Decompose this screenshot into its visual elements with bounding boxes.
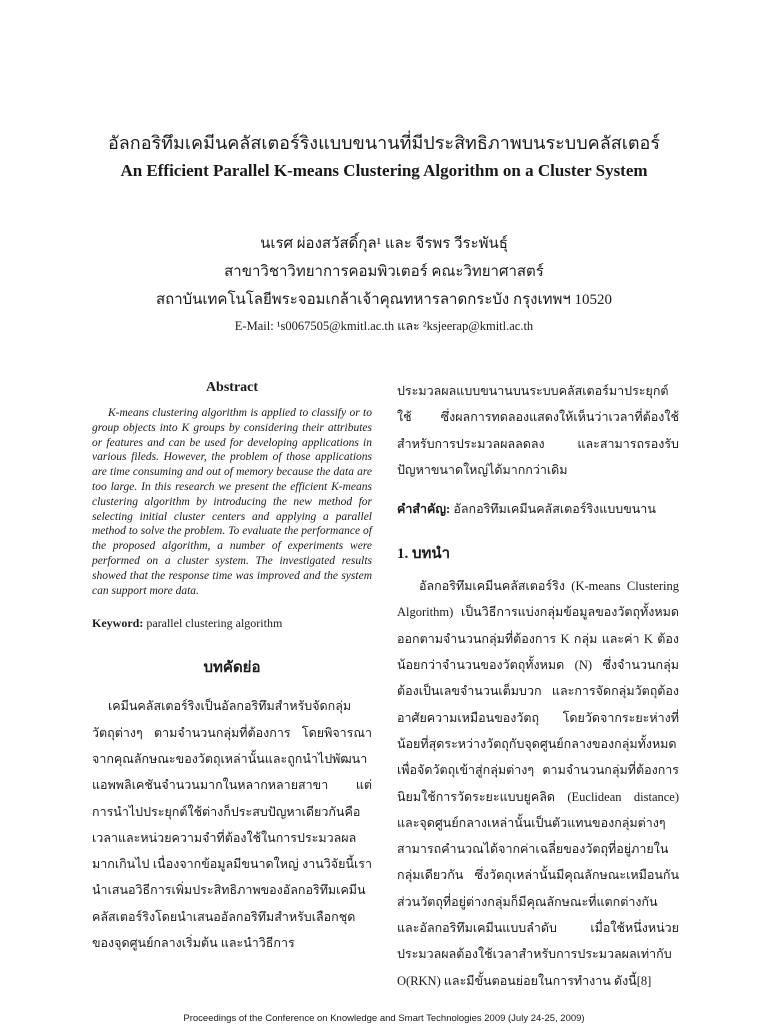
thai-abstract-heading: บทคัดย่อ [203,660,261,677]
author-email: E-Mail: ¹s0067505@kmitl.ac.th และ ²ksjeerap@kmitl.ac.th [234,319,534,333]
author-department: สาขาวิชาวิทยาการคอมพิวเตอร์ คณะวิทยาศาสตร์ [224,264,544,280]
section-1-heading: 1. บทนำ [397,546,451,563]
thai-keyword-line [397,499,679,519]
proceedings-footer: Proceedings of the Conference on Knowledge and Smart Technologies 2009 (July 24-25, 2009) [183,1013,585,1024]
author-names: นเรศ ผ่องสวัสดิ์กุล¹ และ จีรพร วีระพันธุ์ [260,236,508,252]
thai-keyword-value: อัลกอริทึมเคมีนคลัสเตอร์ริงแบบขนาน [450,502,656,517]
right-column [397,378,679,994]
left-column [92,380,372,956]
thai-abstract-body: เคมีนคลัสเตอร์ริงเป็นอัลกอริทึมสำหรับจัดกลุ่มวัตถุต่างๆ ตามจำนวนกลุ่มที่ต้องการ โดยพิจารณาจากคุณลักษณะของวัตถุเหล่านั้นและถูกนำไปพัฒนาแอพพลิเคชันจำนวนมากในหลากหลายสาขา แต่การนำไปประยุกต์ใช้ต่างก็ประสบปัญหาเดียวกันคือ เวลาและหน่วยความจำที่ต้องใช้ในการประมวลผลมากเกินไป เนื่องจากข้อมูลมีขนาดใหญ่ งานวิจัยนี้เรานำเสนอวิธีการเพิ่มประสิทธิภาพของอัลกอริทึมเคมีนคลัสเตอร์ริงโดยนำเสนออัลกอริทึมสำหรับเลือกชุดของจุดศูนย์กลางเริ่มต้น และนำวิธีการ [92,699,372,951]
paper-title-thai: อัลกอริทึมเคมีนคลัสเตอร์ริงแบบขนานที่มีประสิทธิภาพบนระบบคลัสเตอร์ [107,133,661,153]
paper-title-english: An Efficient Parallel K-means Clustering Algorithm on a Cluster System [120,161,648,180]
thai-abstract-continuation: ประมวลผลแบบขนานบนระบบคลัสเตอร์มาประยุกต์ใช้ ซึ่งผลการทดลองแสดงให้เห็นว่าเวลาที่ต้องใช้สำหรับการประมวลผลลดลง และสามารถรองรับปัญหาขนาดใหญ่ได้มากกว่าเดิม [397,384,679,477]
keyword-line [92,616,372,631]
author-institution: สถาบันเทคโนโลยีพระจอมเกล้าเจ้าคุณทหารลาดกระบัง กรุงเทพฯ 10520 [155,292,613,308]
keyword-value: parallel clustering algorithm [143,616,283,631]
keyword-label: Keyword: [92,616,144,631]
abstract-heading: Abstract [205,380,259,395]
abstract-body: K-means clustering algorithm is applied to classify or to group objects into K groups by considering their attributes or features and can be used for developing applications in various fileds. However, the problem of those applications are time consuming and out of memory because the data are too large. In this research we present the efficient K-means clustering algorithm by introducing the new method for selecting initial cluster centers and applying a parallel method to solve the problem. To evaluate the performance of the proposed algorithm, a number of experiments were performed on a cluster system. The investigated results showed that the response time was improved and the system can support more data. [92,407,372,597]
section-1-body: อัลกอริทึมเคมีนคลัสเตอร์ริง (K-means Clustering Algorithm) เป็นวิธีการแบ่งกลุ่มข้อมูลของวัตถุทั้งหมดออกตามจำนวนกลุ่มที่ต้องการ K กลุ่ม และค่า K ต้องน้อยกว่าจำนวนของวัตถุทั้งหมด (N) ซึ่งจำนวนกลุ่มต้องเป็นเลขจำนวนเต็มบวก และการจัดกลุ่มวัตถุต้องอาศัยความเหมือนของวัตถุ โดยวัดจากระยะห่างที่น้อยที่สุดระหว่างวัตถุกับจุดศูนย์กลางของกลุ่มทั้งหมด เพื่อจัดวัตถุเข้าสู่กลุ่มต่างๆ ตามจำนวนกลุ่มที่ต้องการ นิยมใช้การวัดระยะแบบยูคลิด (Euclidean distance) และจุดศูนย์กลางเหล่านั้นเป็นตัวแทนของกลุ่มต่างๆ สามารถคำนวณได้จากค่าเฉลี่ยของวัตถุที่อยู่ภายในกลุ่มเดียวกัน ซึ่งวัตถุเหล่านั้นมีคุณลักษณะเหมือนกัน ส่วนวัตถุที่อยู่ต่างกลุ่มก็มีคุณลักษณะที่แตกต่างกัน และอัลกอริทึมเคมีนแบบลำดับ เมื่อใช้หนึ่งหน่วยประมวลผลต้องใช้เวลาสำหรับการประมวลผลเท่ากับ O(RKN) และมีขั้นตอนย่อยในการทำงาน ดังนี้[8] [397,579,679,988]
thai-keyword-label: คำสำคัญ: [397,502,451,517]
